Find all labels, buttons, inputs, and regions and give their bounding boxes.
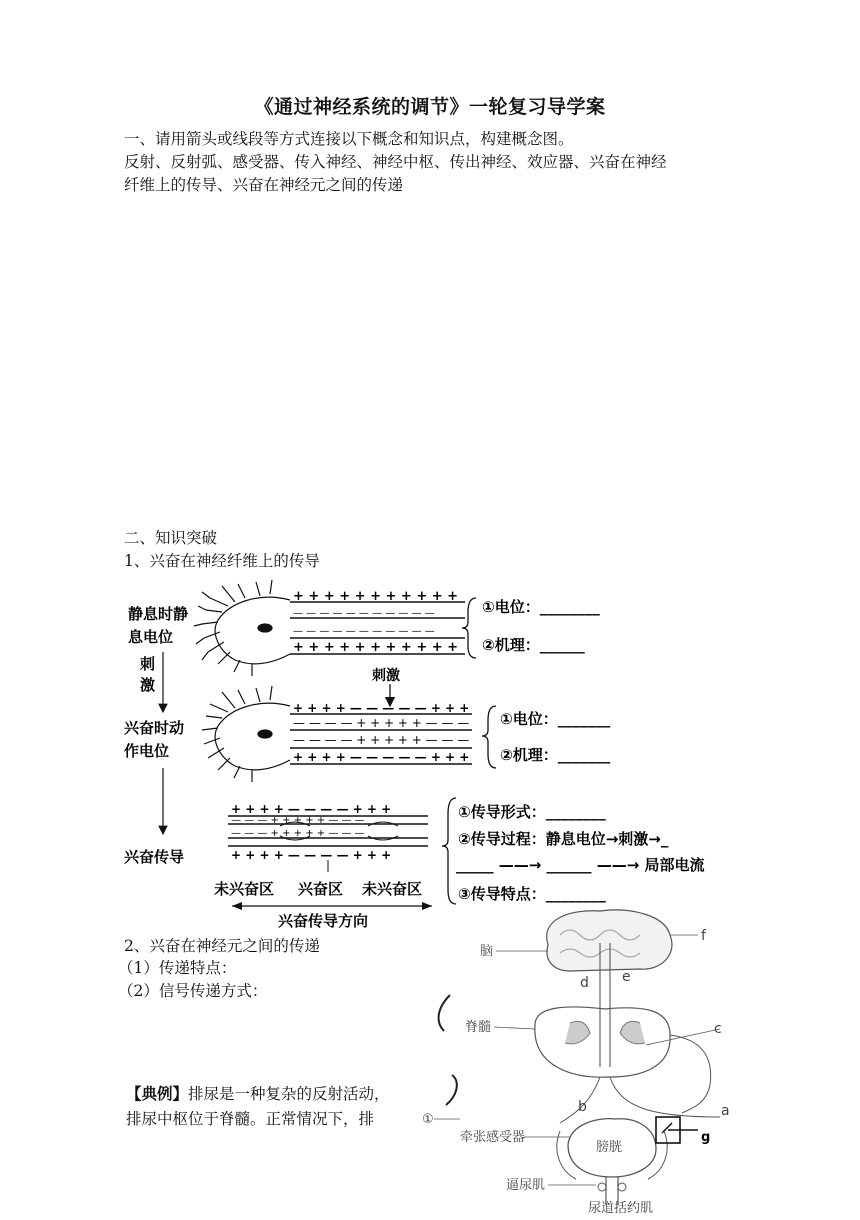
stim-top-label: 刺激 [372, 668, 400, 684]
brain-label: 脑 [480, 944, 494, 959]
row3-mid2: — — — + + + + + — — — [231, 828, 365, 839]
bladder-label: 膀胱 [596, 1140, 623, 1155]
resting-label-1: 静息时静 [128, 605, 189, 623]
label-f: f [701, 928, 706, 944]
gray-matter [565, 1021, 645, 1044]
sphincter-label: 尿道括约肌 [588, 1201, 654, 1216]
example-tag: 【典例】 [126, 1084, 189, 1103]
detrusor-label: 逼尿肌 [506, 1178, 546, 1193]
spinal-label: 脊髓 [465, 1020, 492, 1035]
label-a: a [721, 1103, 730, 1119]
circle-label: ① [422, 1112, 434, 1127]
sphincter-left [598, 1183, 606, 1191]
section1-heading: 一、请用箭头或线段等方式连接以下概念和知识点，构建概念图。 [124, 130, 574, 148]
neuron-1 [194, 580, 290, 676]
q-mechanism-2: ②机理：_______ [500, 746, 611, 764]
concepts-line-1: 反射、反射弧、感受器、传入神经、神经中枢、传出神经、效应器、兴奋在神经 [124, 153, 667, 171]
sphincter-right [618, 1183, 626, 1191]
c-leader [646, 1029, 720, 1045]
row3-top: + + + + — — — — + + + [231, 802, 392, 816]
q-mechanism-1: ②机理：______ [482, 636, 585, 654]
section2-heading: 二、知识突破 [124, 529, 218, 547]
brain-shape [547, 910, 672, 971]
item-1: （1）传递特点： [118, 959, 237, 977]
label-b: b [578, 1099, 587, 1115]
stim-side-1: 刺 [140, 655, 156, 673]
nerve-conduction-diagram [110, 572, 750, 937]
bracket-2 [482, 706, 496, 768]
reflex-diagram [420, 905, 730, 1216]
row1-bot: + + + + + + + + + + + [293, 640, 459, 655]
row2-mid1: — — — — + + + + + — — — [293, 716, 470, 730]
g-box-slash [662, 1123, 672, 1133]
zone-mid: 兴奋区 [298, 880, 344, 898]
conduction-label: 兴奋传导 [124, 848, 185, 866]
label-e: e [622, 969, 631, 985]
subsection2-heading: 2、兴奋在神经元之间的传递 [124, 937, 320, 955]
spinal-cord-shape [535, 1007, 670, 1077]
q-potential-1: ①电位：________ [482, 598, 600, 616]
item-2: （2）信号传递方式： [118, 982, 268, 1000]
excited-label-1: 兴奋时动 [124, 719, 185, 737]
stim-side-2: 激 [140, 676, 156, 694]
label-c: c [714, 1021, 722, 1037]
left-bracket-mark-1 [439, 995, 450, 1031]
page-title: 《通过神经系统的调节》一轮复习导学案 [254, 96, 606, 118]
example-text-1: 排尿是一种复杂的反射活动， [188, 1085, 390, 1103]
q-feature: ③传导特点：________ [458, 885, 606, 903]
q-process-1: ②传导过程：静息电位→刺激→_ [458, 830, 669, 848]
row2-top: + + + + — — — — — + + + [293, 701, 470, 715]
row1-mid2: — — — — — — — — — — — [293, 626, 435, 637]
row3-bot: + + + + — — — — + + + [231, 848, 392, 862]
spinal-leader [494, 1027, 535, 1029]
nerve-c [670, 1035, 711, 1113]
direction-left-head [232, 902, 242, 910]
example-line-1 [126, 1083, 390, 1105]
row3-mid1: — — — + + + + + — — — [231, 815, 365, 826]
bracket-1 [462, 598, 476, 658]
nerve-a [610, 1077, 720, 1117]
receptor-label: 牵张感受器 [460, 1130, 526, 1145]
row2-mid2: — — — — + + + + + — — — [293, 733, 470, 747]
row2-bot: + + + + — — — — — + + + [293, 750, 470, 764]
resting-label-2: 息电位 [128, 628, 174, 646]
q-potential-2: ①电位：_______ [500, 710, 611, 728]
bladder-outer [557, 1131, 667, 1179]
example-line-2: 排尿中枢位于脊髓。正常情况下，排 [126, 1110, 375, 1128]
concepts-line-2: 纤维上的传导、兴奋在神经元之间的传递 [124, 176, 404, 194]
excited-label-2: 作电位 [124, 742, 170, 760]
row1-top: + + + + + + + + + + + [293, 589, 459, 604]
label-d: d [580, 975, 589, 991]
nerve-conduction-figure [110, 572, 750, 937]
neuron-2 [202, 686, 290, 782]
row1-mid1: — — — — — — — — — — — [293, 608, 435, 619]
zone-right: 未兴奋区 [362, 880, 423, 898]
left-bracket-mark-2 [446, 1075, 457, 1105]
direction-label: 兴奋传导方向 [278, 912, 369, 930]
label-g: g [701, 1130, 711, 1145]
reflex-figure [420, 905, 730, 1216]
subsection1-heading: 1、兴奋在神经纤维上的传导 [124, 552, 320, 570]
q-form: ①传导形式：________ [458, 803, 606, 821]
zone-left: 未兴奋区 [214, 880, 275, 898]
bracket-3 [442, 798, 456, 904]
q-process-2: _____ ——→ ______ ——→ 局部电流 [456, 856, 705, 874]
